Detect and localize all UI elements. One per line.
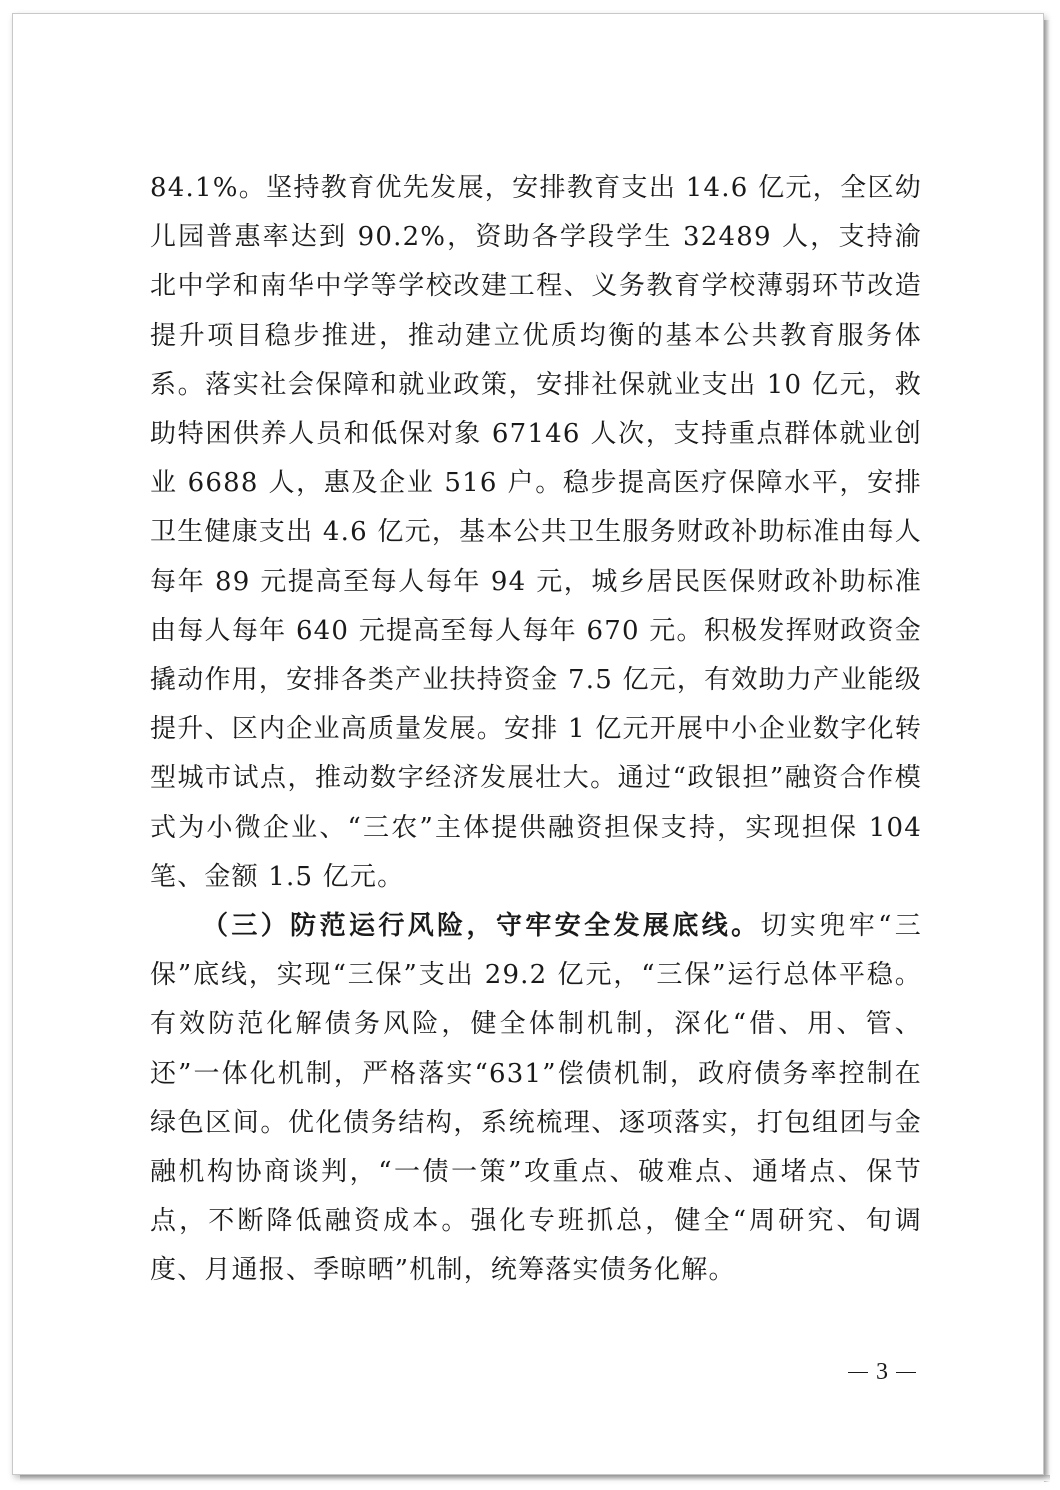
section-heading-3: （三）防范运行风险，守牢安全发展底线。 bbox=[202, 911, 761, 942]
document-body bbox=[150, 164, 922, 1296]
dash-left bbox=[848, 1372, 868, 1373]
page-shadow-bottom bbox=[20, 1475, 1050, 1481]
paragraph-risk-prevention bbox=[150, 902, 922, 1296]
section-body-3: 切实兜牢“三保”底线，实现“三保”支出 29.2 亿元，“三保”运行总体平稳。有效防范化解债务风险，健全体制机制，深化“借、用、管、还”一体化机制，严格落实“631”偿债机制，政府债务率控制在绿色区间。优化债务结构，系统梳理、逐项落实，打包组团与金融机构协商谈判，“一债一策”攻重点、破难点、通堵点、保节点，不断降低融资成本。强化专班抓总，健全“周研究、旬调度、月通报、季晾晒”机制，统筹落实债务化解。 bbox=[150, 911, 922, 1286]
page-shadow-right bbox=[1044, 20, 1050, 1482]
page-number-footer bbox=[842, 1357, 922, 1387]
paragraph-continued: 84.1%。坚持教育优先发展，安排教育支出 14.6 亿元，全区幼儿园普惠率达到 90.2%，资助各学段学生 32489 人，支持渝北中学和南华中学等学校改建工程、义务教育学校薄弱环节改造提升项目稳步推进，推动建立优质均衡的基本公共教育服务体系。落实社会保障和就业政策，安排社保就业支出 10 亿元，救助特困供养人员和低保对象 67146 人次，支持重点群体就业创业 6688 人，惠及企业 516 户。稳步提高医疗保障水平，安排卫生健康支出 4.6 亿元，基本公共卫生服务财政补助标准由每人每年 89 元提高至每人每年 94 元，城乡居民医保财政补助标准由每人每年 640 元提高至每人每年 670 元。积极发挥财政资金撬动作用，安排各类产业扶持资金 7.5 亿元，有效助力产业能级提升、区内企业高质量发展。安排 1 亿元开展中小企业数字化转型城市试点，推动数字经济发展壮大。通过“政银担”融资合作模式为小微企业、“三农”主体提供融资担保支持，实现担保 104 笔、金额 1.5 亿元。 bbox=[150, 173, 922, 892]
dash-right bbox=[896, 1372, 916, 1373]
page-number: 3 bbox=[876, 1358, 888, 1385]
